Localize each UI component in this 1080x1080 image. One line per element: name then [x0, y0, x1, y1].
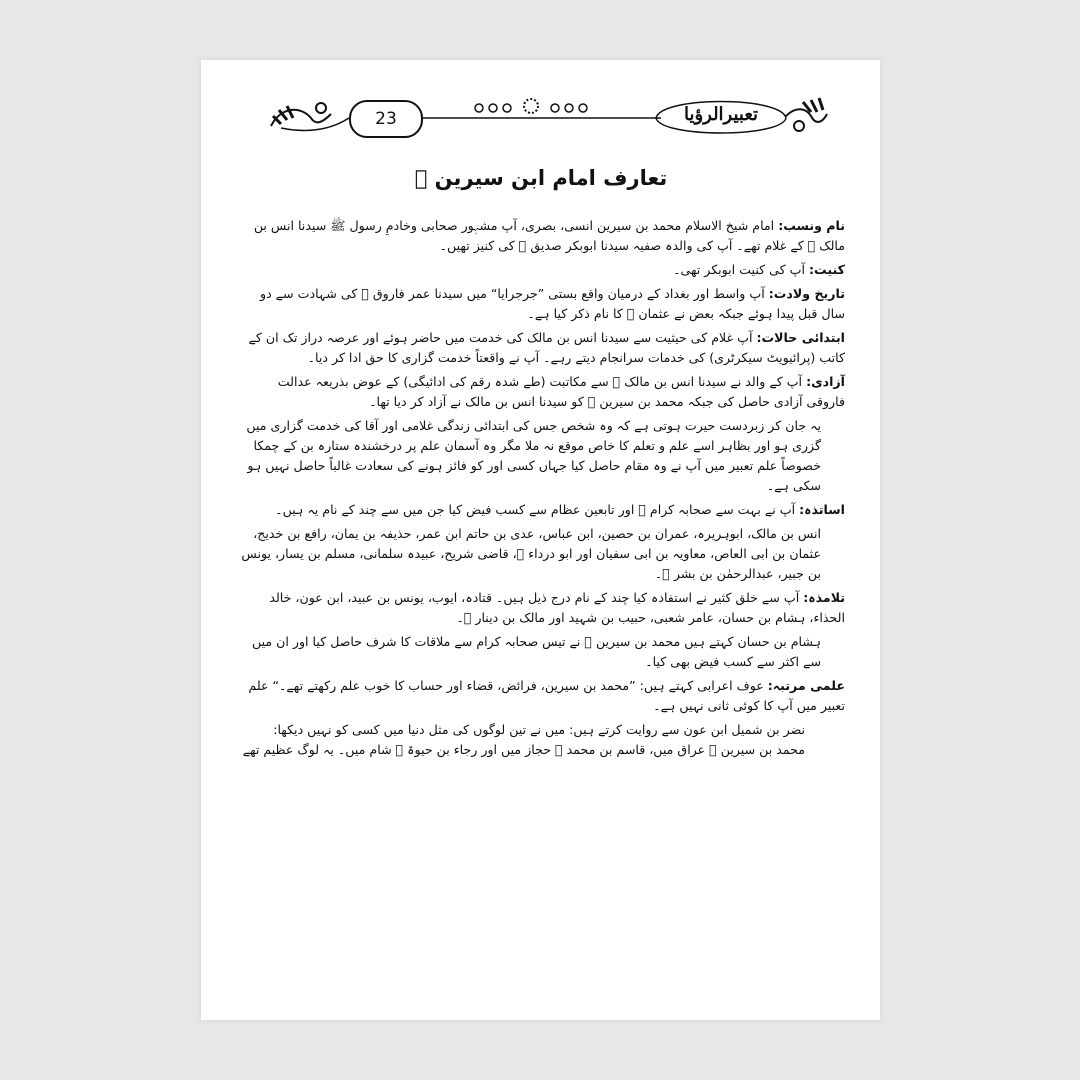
- book-page: [201, 60, 880, 1020]
- paragraph: [241, 216, 845, 256]
- paragraph: [241, 284, 845, 324]
- paragraph-label: آزادی:: [806, 374, 845, 389]
- paragraph: [241, 372, 845, 412]
- paragraph: [241, 500, 845, 520]
- paragraph-label: اساتذہ:: [799, 502, 845, 517]
- page-header: [261, 86, 831, 146]
- paragraph: [241, 720, 845, 760]
- paragraph: [241, 416, 845, 496]
- paragraph-text: امام شیخ الاسلام محمد بن سیرین انسی، بصری، آپ مشہور صحابی وخادمِ رسول ﷺ سیدنا انس بن مالک ﷜ کے غلام تھے۔ آپ کی والدہ صفیہ سیدنا ابوبکر صدیق ﷜ کی کنیز تھیں۔: [253, 218, 845, 253]
- paragraph-label: ابتدائی حالات:: [756, 330, 845, 345]
- paragraph-label: علمی مرتبہ:: [767, 678, 845, 693]
- paragraph-label: نام ونسب:: [778, 218, 845, 233]
- paragraph-label: کنیت:: [809, 262, 845, 277]
- paragraph: [241, 676, 845, 716]
- paragraph: [241, 588, 845, 628]
- page-body: [241, 216, 845, 764]
- paragraph: [241, 632, 845, 672]
- paragraph: [241, 524, 845, 584]
- chapter-title: تعارف امام ابن سیرین ﷫: [414, 166, 668, 190]
- paragraph-text: یہ جان کر زبردست حیرت ہوتی ہے کہ وہ شخص جس کی ابتدائی زندگی غلامی اور آقا کی خدمت گزاری میں گزری ہو اور بظاہر اسے علم و تعلم کا خاص موقع نہ ملا مگر وہ آسمان علم پر درخشندہ ستارہ بن کے چمکا خصوصاً علم تعبیر میں آپ نے وہ مقام حاصل کیا جہاں کسی اور کو فائز ہونے کی سعادت غالباً حاصل نہیں ہو سکی ہے۔: [246, 418, 821, 493]
- paragraph-text: آپ واسط اور بغداد کے درمیان واقع بستی ”جرجرایا“ میں سیدنا عمر فاروق ﷜ کی شہادت سے دو سال قبل پیدا ہوئے جبکہ بعض نے عثمان ﷜ کا نام ذکر کیا ہے۔: [259, 286, 845, 321]
- paragraph-text: ہشام بن حسان کہتے ہیں محمد بن سیرین ﷫ نے تیس صحابہ کرام سے ملاقات کا شرف حاصل کیا اور ان میں سے اکثر سے کسب فیض بھی کیا۔: [252, 634, 821, 669]
- paragraph-text: انس بن مالک، ابوہریرہ، عمران بن حصین، ابن عباس، عدی بن حاتم ابن عمر، حذیفہ بن یمان، رافع بن خدیج، عثمان بن ابی العاص، معاویہ بن ابی سفیان اور ابو درداء ﷢، قاضی شریح، عبیدہ سلمانی، مسلم بن یسار، یونس بن جبیر، عبدالرحمٰن بن بشر ﷭۔: [241, 526, 821, 581]
- paragraph-text: آپ کے والد نے سیدنا انس بن مالک ﷜ سے مکاتبت (طے شدہ رقم کی ادائیگی) کے عوض بذریعہ عدالت فاروقی آزادی حاصل کی جبکہ محمد بن سیرین ﷫ کو سیدنا انس بن مالک نے آزاد کر دیا تھا۔: [277, 374, 845, 409]
- paragraph-text: عوف اعرابی کہتے ہیں: ”محمد بن سیرین، فرائض، قضاء اور حساب کا خوب علم رکھتے تھے۔“ علم تعبیر میں آپ کا کوئی ثانی نہیں ہے۔: [248, 678, 845, 713]
- book-title: تعبیرالرؤیا: [683, 103, 759, 125]
- paragraph-label: تلامذہ:: [803, 590, 845, 605]
- paragraph-label: تاریخ ولادت:: [768, 286, 845, 301]
- paragraph-text: آپ نے بہت سے صحابہ کرام ﷢ اور تابعین عظام سے کسب فیض کیا جن میں سے چند کے نام یہ ہیں۔: [275, 502, 796, 517]
- paragraph-text: نضر بن شمیل ابن عون سے روایت کرتے ہیں: میں نے تین لوگوں کی مثل دنیا میں کسی کو نہیں دیکھا: محمد بن سیرین ﷫ عراق میں، قاسم بن محمد ﷫ حجاز میں اور رجاء بن حیوۃ ﷫ شام میں۔ یہ لوگ عظیم تھے: [242, 722, 805, 757]
- paragraph-text: آپ کی کنیت ابوبکر تھی۔: [673, 262, 805, 277]
- page-number: 23: [349, 100, 423, 138]
- paragraph: [241, 260, 845, 280]
- paragraph-text: آپ سے خلق کثیر نے استفادہ کیا چند کے نام درج ذیل ہیں۔ قتادہ، ایوب، یونس بن عبید، ابن عون، خالد الحذاء، ہشام بن حسان، عامر شعبی، حبیب بن شہید اور مالک بن دینار ﷭۔: [269, 590, 845, 625]
- paragraph-text: آپ غلام کی حیثیت سے سیدنا انس بن مالک کی خدمت میں حاضر ہوئے اور عرصہ دراز تک ان کے کاتب (پرائیویٹ سیکرٹری) کی خدمات سرانجام دیتے رہے۔ آپ نے واقعتاً خدمت گزاری کا حق ادا کر دیا۔: [248, 330, 845, 365]
- paragraph: [241, 328, 845, 368]
